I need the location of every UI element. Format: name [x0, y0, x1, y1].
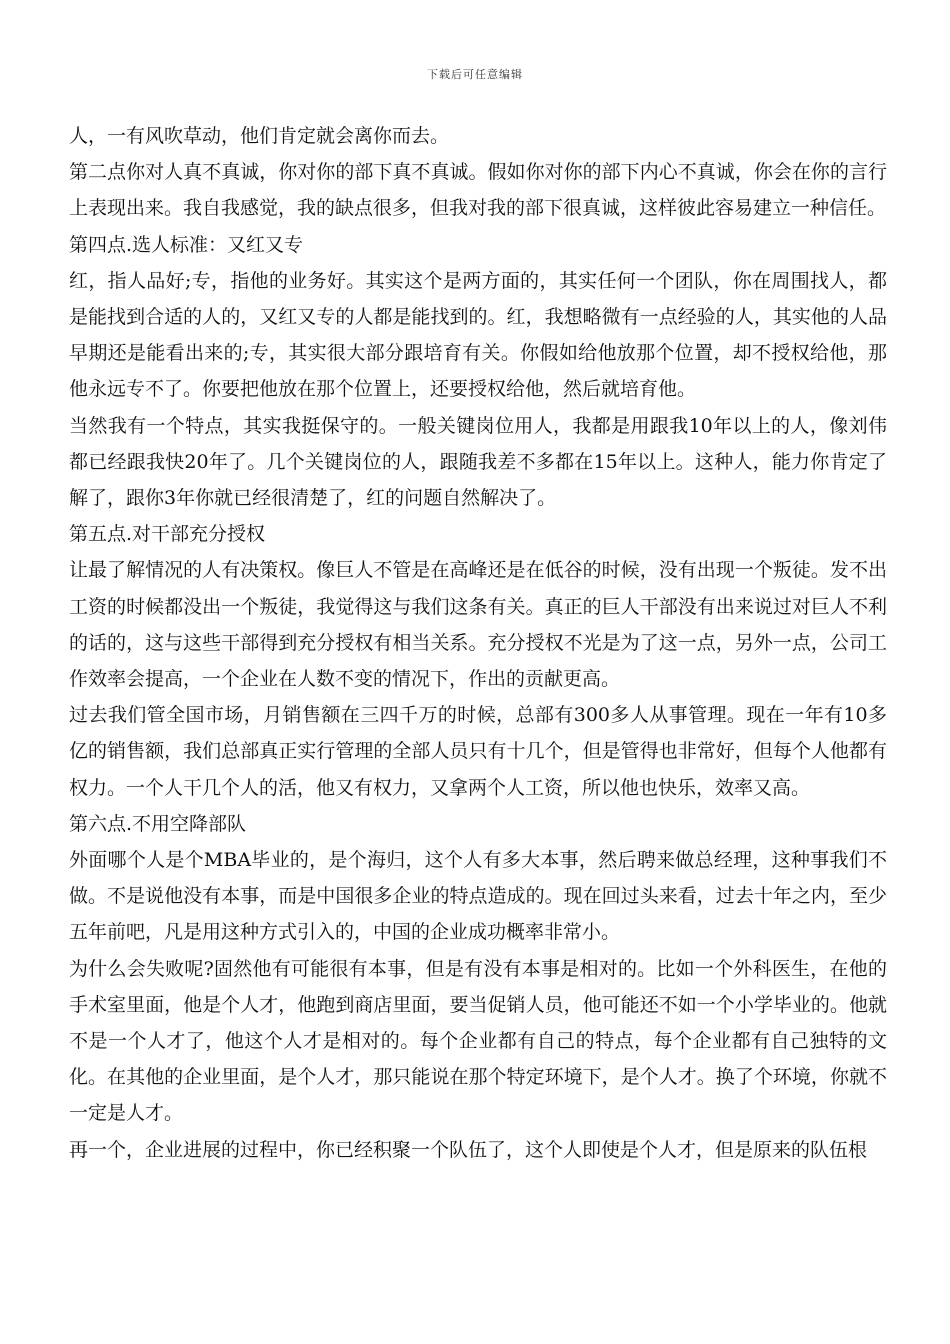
- section-heading: 第四点.选人标准：又红又专: [69, 233, 304, 256]
- section-heading: 第六点.不用空降部队: [69, 812, 247, 835]
- paragraph: 让最了解情况的人有决策权。像巨人不管是在高峰还是在低谷的时候，没有出现一个叛徒。发不出工资的时候都没出一个叛徒，我觉得这与我们这条有关。真正的巨人干部没有出来说过对巨人不利的话的，这与这些干部得到充分授权有相当关系。充分授权不光是为了这一点，另外一点，公司工作效率会提高，一个企业在人数不变的情况下，作出的贡献更高。: [69, 559, 887, 691]
- paragraph: 外面哪个人是个MBA毕业的，是个海归，这个人有多大本事，然后聘来做总经理，这种事我们不做。不是说他没有本事，而是中国很多企业的特点造成的。现在回过头来看，过去十年之内，至少五年前吧，凡是用这种方式引入的，中国的企业成功概率非常小。: [69, 849, 887, 944]
- paragraph: 过去我们管全国市场，月销售额在三四千万的时候，总部有300多人从事管理。现在一年有10多亿的销售额，我们总部真正实行管理的全部人员只有十几个，但是管得也非常好，但每个人他都有权力。一个人干几个人的活，他又有权力，又拿两个人工资，所以他也快乐，效率又高。: [69, 704, 887, 799]
- header-note: 下载后可任意编辑: [427, 68, 523, 81]
- paragraph: 人，一有风吹草动，他们肯定就会离你而去。: [69, 125, 450, 147]
- section-heading: 第五点.对干部充分授权: [69, 523, 266, 546]
- paragraph: 为什么会失败呢?固然他有可能很有本事，但是有没有本事是相对的。比如一个外科医生，在他的手术室里面，他是个人才，他跑到商店里面，要当促销人员，他可能还不如一个小学毕业的。他就不是一个人才了，他这个人才是相对的。每个企业都有自己的特点，每个企业都有自己独特的文化。在其他的企业里面，是个人才，那只能说在那个特定环境下，是个人才。换了个环境，你就不一定是人才。: [69, 957, 887, 1125]
- paragraph: 当然我有一个特点，其实我挺保守的。一般关键岗位用人，我都是用跟我10年以上的人，像刘伟都已经跟我快20年了。几个关键岗位的人，跟随我差不多都在15年以上。这种人，能力你肯定了解了，跟你3年你就已经很清楚了，红的问题自然解决了。: [69, 414, 887, 510]
- paragraph: 红，指人品好;专，指他的业务好。其实这个是两方面的，其实任何一个团队，你在周围找人，都是能找到合适的人的，又红又专的人都是能找到的。红，我想略微有一点经验的人，其实他的人品早期还是能看出来的;专，其实很大部分跟培育有关。你假如给他放那个位置，却不授权给他，那他永远专不了。你要把他放在那个位置上，还要授权给他，然后就培育他。: [69, 269, 887, 401]
- document-body: [69, 118, 887, 1168]
- paragraph: 再一个，企业进展的过程中，你已经积聚一个队伍了，这个人即使是个人才，但是原来的队伍根: [69, 1138, 868, 1161]
- paragraph: 第二点你对人真不真诚，你对你的部下真不真诚。假如你对你的部下内心不真诚，你会在你的言行上表现出来。我自我感觉，我的缺点很多，但我对我的部下很真诚，这样彼此容易建立一种信任。: [69, 161, 887, 220]
